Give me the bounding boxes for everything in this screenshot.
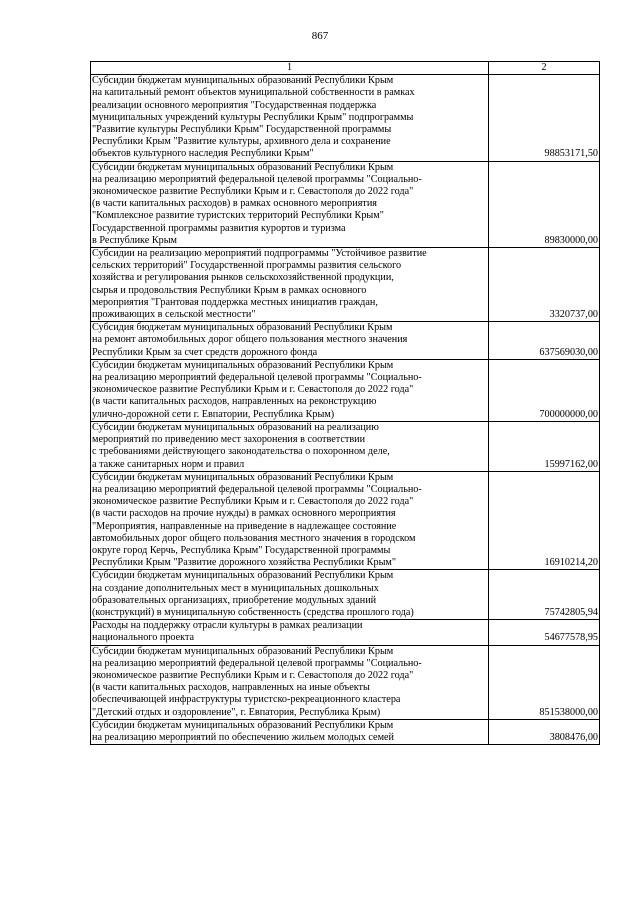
row-description xyxy=(91,719,489,744)
row-amount: 700000000,00 xyxy=(489,359,600,421)
row-description xyxy=(91,322,489,360)
page-number: 867 xyxy=(311,30,329,42)
row-amount: 98853171,50 xyxy=(489,75,600,161)
table-row xyxy=(91,322,600,360)
row-description xyxy=(91,421,489,471)
budget-table xyxy=(90,61,600,745)
description-text: Субсидии бюджетам муниципальных образований Республики Крым на капитальный ремонт объектов муниципальной собственности в рамках реализации основного мероприятия "Государственная поддержка муниципальных учреждений культуры Республики Крым" подпрограммы "Развитие культуры Республики Крым" Государственной программы Республики Крым "Развитие культуры, архивного дела и сохранение объектов культурного наследия Республики Крым" xyxy=(92,75,415,160)
row-description xyxy=(91,75,489,161)
description-text: Субсидии бюджетам муниципальных образований Республики Крым на реализацию мероприятий федеральной целевой программы "Социально- экономическое развитие Республики Крым и г. Севастополя до 2022 года" (в части капитальных расходов) в рамках основного мероприятия "Комплексное развитие туристских территорий Республики Крым" Государственной программы развития курортов и туризма в Республике Крым xyxy=(92,161,422,246)
row-amount: 75742805,94 xyxy=(489,570,600,620)
row-description xyxy=(91,248,489,322)
description-text: Субсидии бюджетам муниципальных образований Республики Крым на реализацию мероприятий федеральной целевой программы "Социально- экономическое развитие Республики Крым и г. Севастополя до 2022 года" (в части капитальных расходов, направленных на иные объекты обеспечивающей инфраструктуры туристско-рекреационного кластера "Детский отдых и оздоровление", г. Евпатория, Республика Крым) xyxy=(92,645,422,718)
row-amount: 89830000,00 xyxy=(489,161,600,247)
row-amount: 637569030,00 xyxy=(489,322,600,360)
description-text: Субсидия бюджетам муниципальных образований Республики Крым на ремонт автомобильных дорог общего пользования местного значения Республики Крым за счет средств дорожного фонда xyxy=(92,322,408,358)
table-row xyxy=(91,359,600,421)
description-text: Субсидии бюджетам муниципальных образований Республики Крым на создание дополнительных мест в муниципальных дошкольных образовательных организациях, приобретение модульных зданий (конструкций) в муниципальную собственность (средства прошлого года) xyxy=(92,570,414,618)
row-amount: 851538000,00 xyxy=(489,645,600,719)
row-amount: 54677578,95 xyxy=(489,620,600,645)
column-header-2: 2 xyxy=(489,62,600,75)
row-description xyxy=(91,359,489,421)
table-header-row xyxy=(91,62,600,75)
row-description xyxy=(91,645,489,719)
table-row xyxy=(91,421,600,471)
row-description xyxy=(91,471,489,570)
row-amount: 3320737,00 xyxy=(489,248,600,322)
column-header-1: 1 xyxy=(91,62,489,75)
table-row xyxy=(91,645,600,719)
description-text: Расходы на поддержку отрасли культуры в рамках реализации национального проекта xyxy=(92,620,363,644)
table-row xyxy=(91,570,600,620)
description-text: Субсидии бюджетам муниципальных образований Республики Крым на реализацию мероприятий по обеспечению жильем молодых семей xyxy=(92,719,394,743)
row-amount: 3808476,00 xyxy=(489,719,600,744)
row-amount: 16910214,20 xyxy=(489,471,600,570)
description-text: Субсидии бюджетам муниципальных образований Республики Крым на реализацию мероприятий федеральной целевой программы "Социально- экономическое развитие Республики Крым и г. Севастополя до 2022 года" (в части расходов на прочие нужды) в рамках основного мероприятия "Мероприятия, направленные на приведение в надлежащее состояние автомобильных дорог общего пользования местного значения в городском округе город Керчь, Республика Крым" Государственной программы Республики Крым "Развитие дорожного хозяйства Республики Крым" xyxy=(92,471,422,569)
description-text: Субсидии на реализацию мероприятий подпрограммы "Устойчивое развитие сельских территорий" Государственной программы развития сельского хозяйства и регулирования рынков сельскохозяйственной продукции, сырья и продовольствия Республики Крым в рамках основного мероприятия "Грантовая поддержка местных инициатив граждан, проживающих в сельской местности" xyxy=(92,248,427,321)
table-row xyxy=(91,248,600,322)
row-description xyxy=(91,161,489,247)
row-description xyxy=(91,570,489,620)
description-text: Субсидии бюджетам муниципальных образований на реализацию мероприятий по приведению мест захоронения в соответствии с требованиями действующего законодательства о похоронном деле, а также санитарных норм и правил xyxy=(92,421,390,470)
table-row xyxy=(91,75,600,161)
row-description xyxy=(91,620,489,645)
table-row xyxy=(91,719,600,744)
description-text: Субсидии бюджетам муниципальных образований Республики Крым на реализацию мероприятий федеральной целевой программы "Социально- экономическое развитие Республики Крым и г. Севастополя до 2022 года" (в части капитальных расходов, направленных на реконструкцию улично-дорожной сети г. Евпатории, Республика Крым) xyxy=(92,359,422,420)
row-amount: 15997162,00 xyxy=(489,421,600,471)
table-row xyxy=(91,620,600,645)
table-row xyxy=(91,161,600,247)
table-row xyxy=(91,471,600,570)
